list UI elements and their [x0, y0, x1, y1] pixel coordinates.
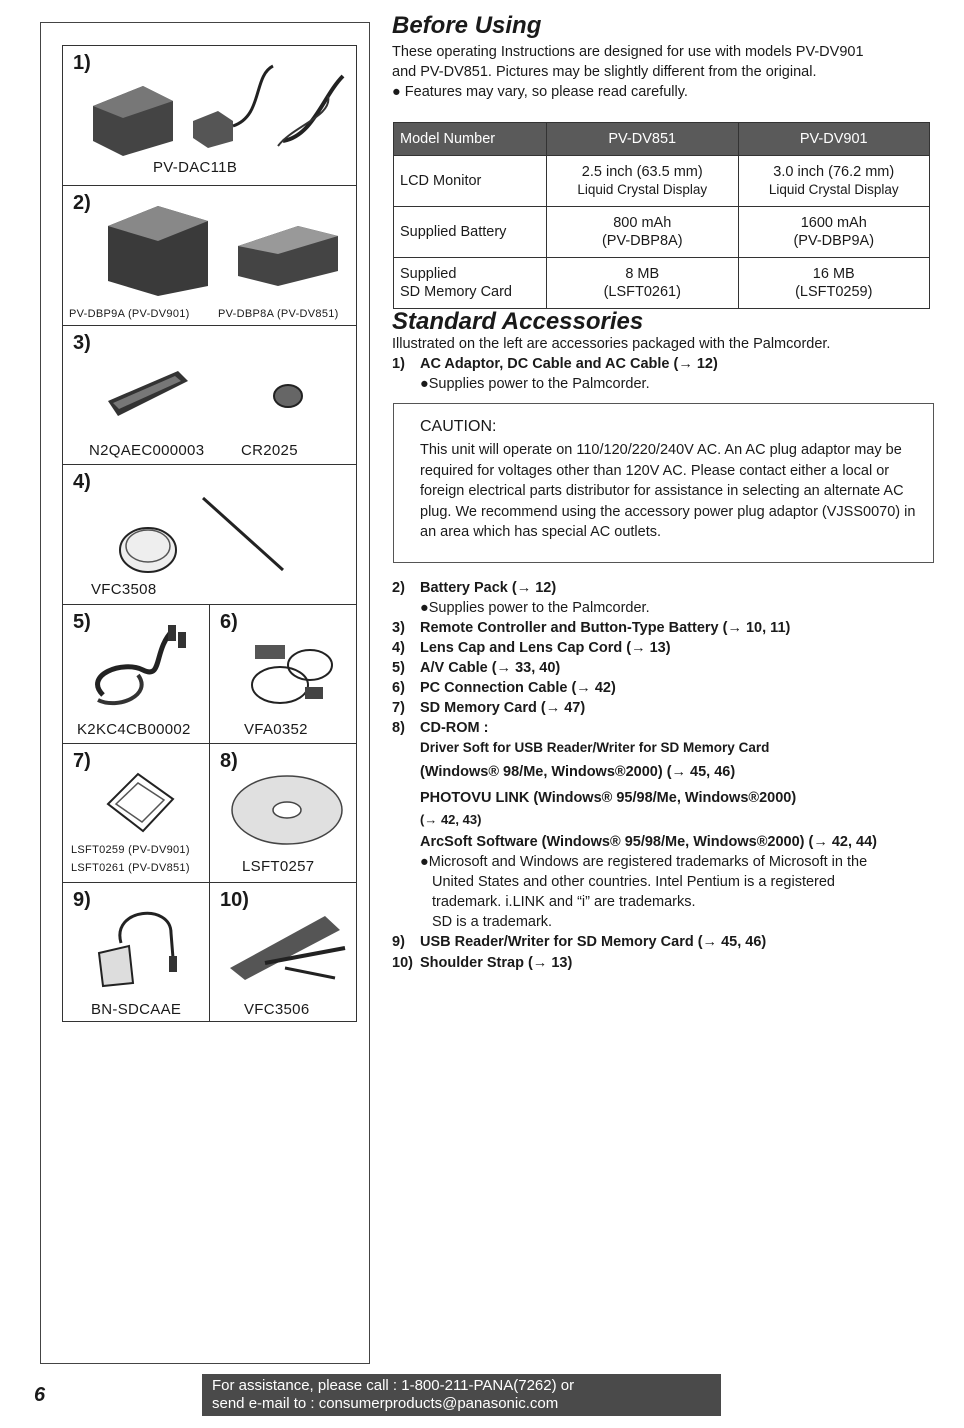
item-number: 4) — [392, 640, 405, 656]
table-cell — [547, 156, 739, 207]
accessory-cell-10 — [209, 882, 357, 1022]
cell-number: 1) — [73, 52, 91, 74]
cell-number: 8) — [220, 750, 238, 772]
ac-adaptor-illustration — [83, 56, 353, 156]
row-label: Supplied Battery — [394, 207, 547, 258]
trademark-note-line: United States and other countries. Intel Pentium is a registered — [432, 874, 835, 890]
item-note: ●Supplies power to the Palmcorder. — [420, 376, 650, 392]
cd-arcsoft-line: ArcSoft Software (Windows® 95/98/Me, Windows®2000) (→ 42, 44) — [420, 834, 878, 850]
intro-line: ● Features may vary, so please read carefully. — [392, 84, 688, 100]
av-cable-illustration — [83, 620, 193, 710]
trademark-note-line: ●Microsoft and Windows are registered trademarks of Microsoft in the — [420, 854, 868, 870]
cell-number: 3) — [73, 332, 91, 354]
accessories-intro: Illustrated on the left are accessories packaged with the Palmcorder. — [392, 336, 831, 352]
accessory-item-4 — [392, 638, 671, 658]
accessory-cell-1 — [62, 45, 357, 186]
accessory-cell-5 — [62, 604, 210, 744]
cell-caption: BN-SDCAAE — [91, 1001, 182, 1018]
item-number: 5) — [392, 660, 405, 676]
cell-line: 2.5 inch (63.5 mm) — [581, 164, 703, 180]
cd-driver-line: Driver Soft for USB Reader/Writer for SD Memory Card — [420, 740, 770, 755]
item-text: AC Adaptor, DC Cable and AC Cable (→ 12) — [420, 356, 718, 372]
item-text: Lens Cap and Lens Cap Cord (→ 13) — [420, 640, 671, 656]
remote-controller-illustration — [103, 361, 333, 431]
accessory-item-9 — [392, 932, 766, 952]
cell-number: 10) — [220, 889, 249, 911]
cell-line: 16 MB — [812, 266, 855, 282]
usb-reader-writer-illustration — [91, 898, 191, 988]
table-cell — [738, 156, 930, 207]
cell-line: (LSFT0259) — [795, 284, 873, 300]
item-number: 8) — [392, 720, 405, 736]
cell-caption: VFC3508 — [91, 581, 157, 598]
table-cell — [738, 258, 930, 309]
footer-line: For assistance, please call : 1-800-211-PANA(7262) or — [212, 1377, 575, 1394]
accessory-item-6 — [392, 678, 616, 698]
accessory-item-7 — [392, 698, 585, 718]
assistance-footer — [202, 1374, 721, 1416]
cell-caption: CR2025 — [241, 442, 298, 459]
cell-line: 800 mAh — [613, 215, 672, 231]
accessory-item-5 — [392, 658, 560, 678]
table-row — [394, 207, 930, 258]
table-header-row — [394, 123, 930, 156]
item-text: Remote Controller and Button-Type Battery (→ 10, 11) — [420, 620, 791, 636]
item-text: PC Connection Cable (→ 42) — [420, 680, 616, 696]
item-text: SD Memory Card (→ 47) — [420, 700, 586, 716]
cell-line: Liquid Crystal Display — [577, 182, 708, 197]
footer-line: send e-mail to : consumerproducts@panasonic.com — [212, 1395, 559, 1412]
table-row — [394, 258, 930, 309]
shoulder-strap-illustration — [225, 908, 350, 983]
cell-caption: N2QAEC000003 — [89, 442, 205, 459]
cell-line: (PV-DBP8A) — [601, 233, 683, 249]
item-number: 9) — [392, 934, 405, 950]
intro-paragraph — [392, 42, 937, 102]
cell-line: Liquid Crystal Display — [768, 182, 899, 197]
accessory-cell-6 — [209, 604, 357, 744]
item-number: 6) — [392, 680, 405, 696]
cell-line: (LSFT0261) — [603, 284, 681, 300]
row-label-line: SD Memory Card — [400, 284, 512, 300]
model-comparison-table — [393, 122, 930, 309]
item-text: CD-ROM : — [420, 720, 489, 736]
cell-caption: LSFT0259 (PV-DV901) — [71, 844, 190, 856]
intro-line: These operating Instructions are designed for use with models PV-DV901 — [392, 44, 864, 60]
item-text: A/V Cable (→ 33, 40) — [420, 660, 561, 676]
cell-number: 6) — [220, 611, 238, 633]
cell-caption: PV-DBP8A (PV-DV851) — [218, 308, 339, 320]
row-label-line: Supplied — [400, 266, 457, 282]
page-number: 6 — [34, 1384, 46, 1406]
cell-number: 2) — [73, 192, 91, 214]
cell-caption: LSFT0261 (PV-DV851) — [71, 862, 190, 874]
item-number: 3) — [392, 620, 405, 636]
cell-line: (PV-DBP9A) — [793, 233, 875, 249]
accessory-cell-4 — [62, 464, 357, 605]
cell-caption: VFA0352 — [244, 721, 308, 738]
trademark-note-line: trademark. i.LINK and “i” are trademarks. — [432, 894, 696, 910]
caution-title: CAUTION: — [420, 418, 497, 435]
table-cell — [547, 258, 739, 309]
caution-text: This unit will operate on 110/120/220/240V AC. An AC plug adaptor may be required for voltages other than 120V AC. Please contact either a local or foreign electrical parts distributor for assistance in selecting an alternate AC plug. We recommend using the accessory power plug adaptor (VJSS0070) in an area which has special AC outlets. — [420, 442, 916, 540]
table-cell — [738, 207, 930, 258]
accessory-item-1 — [392, 354, 718, 374]
item-text: Battery Pack (→ 12) — [420, 580, 557, 596]
item-note: ●Supplies power to the Palmcorder. — [420, 600, 650, 616]
accessory-cell-8 — [209, 743, 357, 883]
before-using-heading: Before Using — [392, 12, 542, 39]
cell-number: 5) — [73, 611, 91, 633]
cell-number: 9) — [73, 889, 91, 911]
pc-connection-cable-illustration — [235, 635, 345, 715]
cell-caption: PV-DBP9A (PV-DV901) — [69, 308, 190, 320]
standard-accessories-heading: Standard Accessories — [392, 308, 644, 335]
column-header: PV-DV851 — [547, 123, 739, 156]
cell-caption: PV-DAC11B — [153, 159, 238, 176]
cd-photovu-line: PHOTOVU LINK (Windows® 95/98/Me, Windows®2000) — [420, 790, 797, 806]
cell-number: 7) — [73, 750, 91, 772]
cell-caption: LSFT0257 — [242, 858, 315, 875]
cell-line: 3.0 inch (76.2 mm) — [773, 164, 895, 180]
item-text: Shoulder Strap (→ 13) — [420, 955, 573, 971]
column-header: Model Number — [394, 123, 547, 156]
cd-driver-os-line: (Windows® 98/Me, Windows®2000) (→ 45, 46) — [420, 764, 736, 780]
table-cell — [547, 207, 739, 258]
cell-number: 4) — [73, 471, 91, 493]
column-header: PV-DV901 — [738, 123, 930, 156]
battery-pack-illustration — [98, 196, 348, 296]
item-number: 1) — [392, 356, 405, 372]
caution-box — [393, 403, 934, 563]
lens-cap-illustration — [113, 490, 303, 580]
cell-caption: VFC3506 — [244, 1001, 310, 1018]
cell-line: 8 MB — [625, 266, 660, 282]
item-number: 10) — [392, 955, 413, 971]
accessory-cell-9 — [62, 882, 210, 1022]
cell-line: 1600 mAh — [800, 215, 867, 231]
accessory-cell-2 — [62, 185, 357, 326]
accessory-item-8 — [392, 718, 488, 738]
accessory-cell-7 — [62, 743, 210, 883]
accessory-cell-3 — [62, 325, 357, 465]
cell-caption: K2KC4CB00002 — [77, 721, 191, 738]
item-text: USB Reader/Writer for SD Memory Card (→ 45, 46) — [420, 934, 767, 950]
sd-memory-card-illustration — [98, 769, 178, 839]
row-label — [394, 258, 547, 309]
accessory-item-3 — [392, 618, 790, 638]
item-number: 7) — [392, 700, 405, 716]
item-number: 2) — [392, 580, 405, 596]
table-row — [394, 156, 930, 207]
cd-rom-illustration — [230, 772, 345, 847]
trademark-note-line: SD is a trademark. — [432, 914, 553, 930]
accessory-item-2 — [392, 578, 556, 598]
cd-photovu-ref: (→ 42, 43) — [420, 812, 482, 827]
accessory-item-10 — [392, 953, 572, 973]
row-label: LCD Monitor — [394, 156, 547, 207]
intro-line: and PV-DV851. Pictures may be slightly different from the original. — [392, 64, 817, 80]
